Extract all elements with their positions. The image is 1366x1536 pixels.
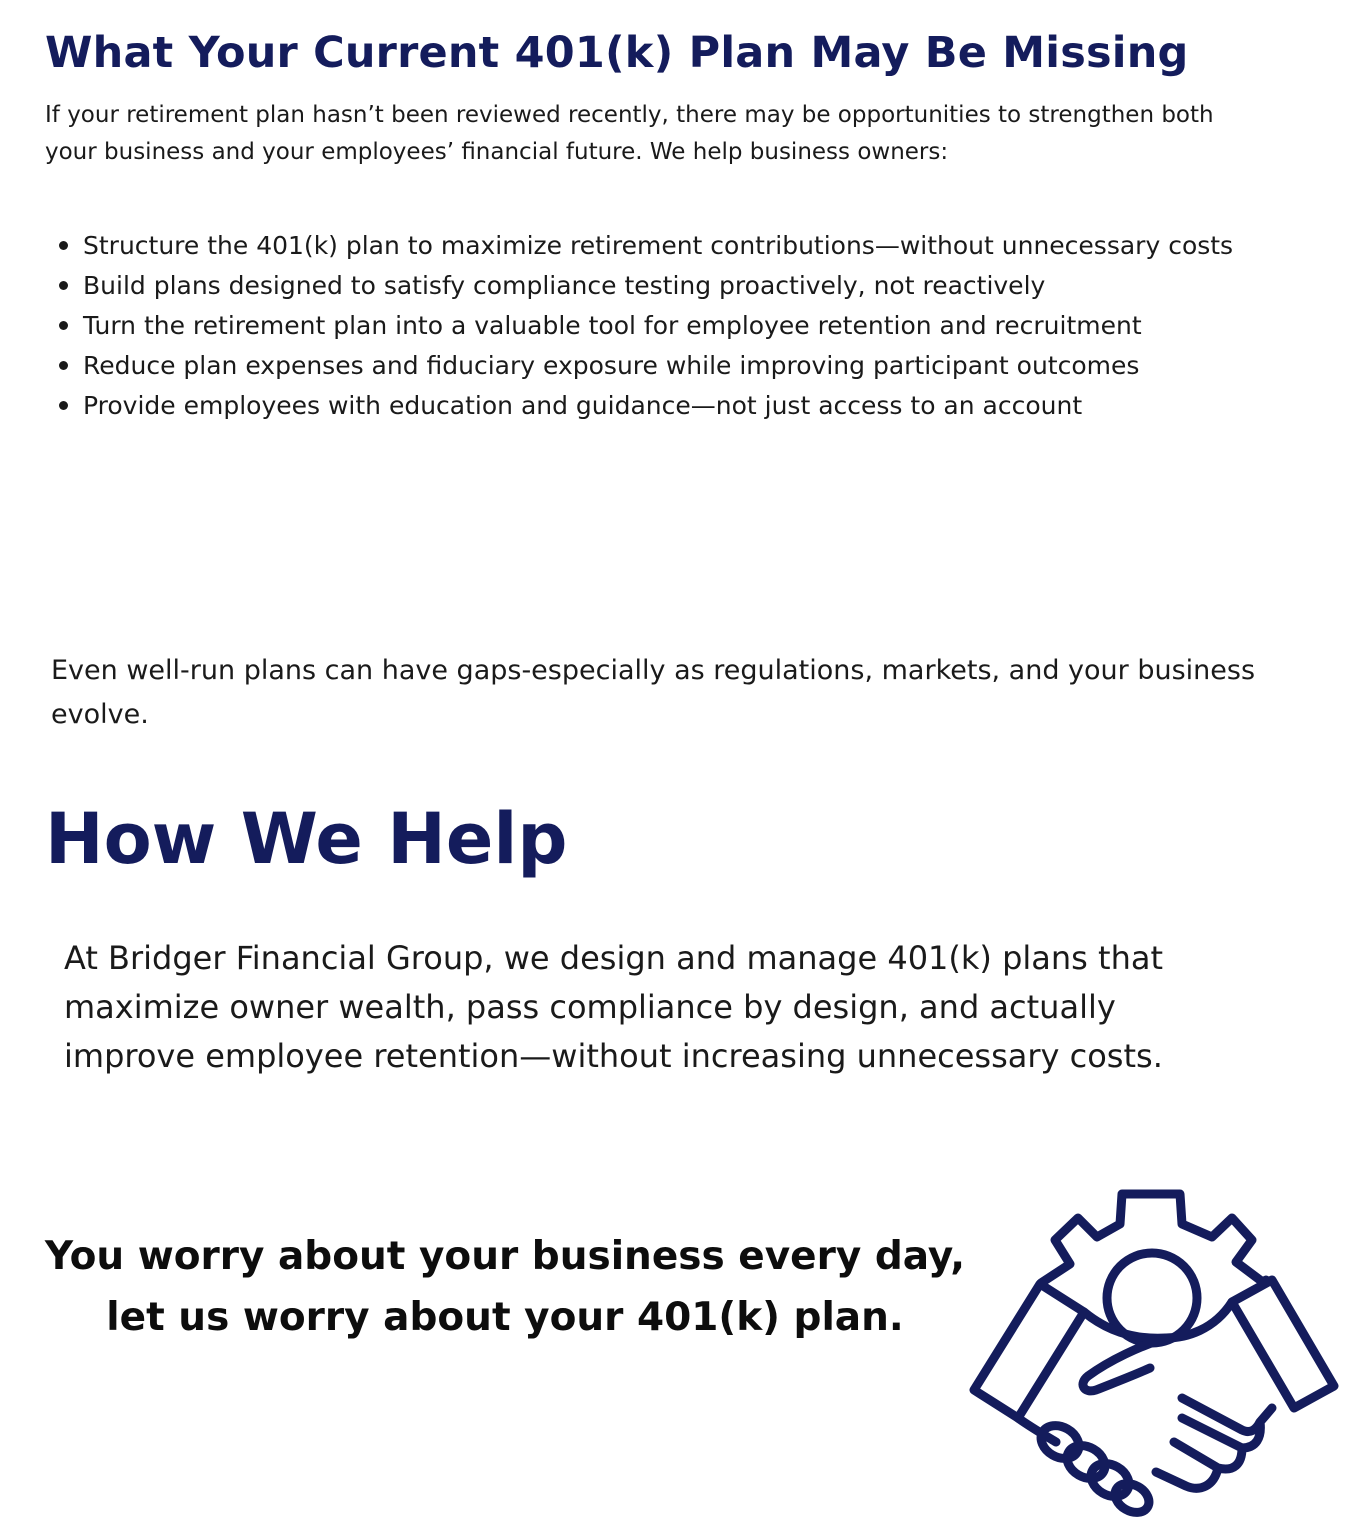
thumb xyxy=(1083,1338,1166,1391)
benefit-item xyxy=(83,346,1273,386)
right-cuff xyxy=(1232,1280,1334,1408)
gear-outline xyxy=(1041,1194,1266,1283)
benefits-list xyxy=(45,226,1273,426)
bullet-icon xyxy=(59,241,68,250)
benefit-item xyxy=(83,266,1273,306)
gaps-paragraph: Even well-run plans can have gaps-especially as regulations, markets, and your business evolve. xyxy=(51,655,1256,730)
benefit-text: Structure the 401(k) plan to maximize retirement contributions—without unnecessary costs xyxy=(83,231,1234,260)
benefit-text: Turn the retirement plan into a valuable tool for employee retention and recruitment xyxy=(83,311,1142,340)
missing-section-title: What Your Current 401(k) Plan May Be Missing xyxy=(45,28,1189,78)
benefit-item xyxy=(83,386,1273,426)
benefit-text: Provide employees with education and guidance—not just access to an account xyxy=(83,391,1083,420)
tagline: You worry about your business every day, let us worry about your 401(k) plan. xyxy=(44,1234,966,1340)
how-we-help-title: How We Help xyxy=(45,798,568,880)
bullet-icon xyxy=(59,281,68,290)
finger xyxy=(1110,1478,1154,1519)
benefit-text: Build plans designed to satisfy compliance testing proactively, not reactively xyxy=(83,271,1046,300)
handshake-gear-icon xyxy=(960,1180,1350,1520)
bullet-icon xyxy=(59,321,68,330)
missing-section-intro: If your retirement plan hasn’t been reviewed recently, there may be opportunities to strengthen both your business and your employees’ financial future. We help business owners: xyxy=(45,102,1214,165)
bullet-icon xyxy=(59,401,68,410)
benefit-item xyxy=(83,306,1273,346)
benefit-item xyxy=(83,226,1273,266)
benefit-text: Reduce plan expenses and fiduciary exposure while improving participant outcomes xyxy=(83,351,1140,380)
how-we-help-text: At Bridger Financial Group, we design and manage 401(k) plans that maximize owner wealth, pass compliance by design, and actually improve employee retention—without increasing unnecessary costs. xyxy=(64,939,1163,1075)
left-cuff xyxy=(974,1284,1084,1418)
bullet-icon xyxy=(59,361,68,370)
